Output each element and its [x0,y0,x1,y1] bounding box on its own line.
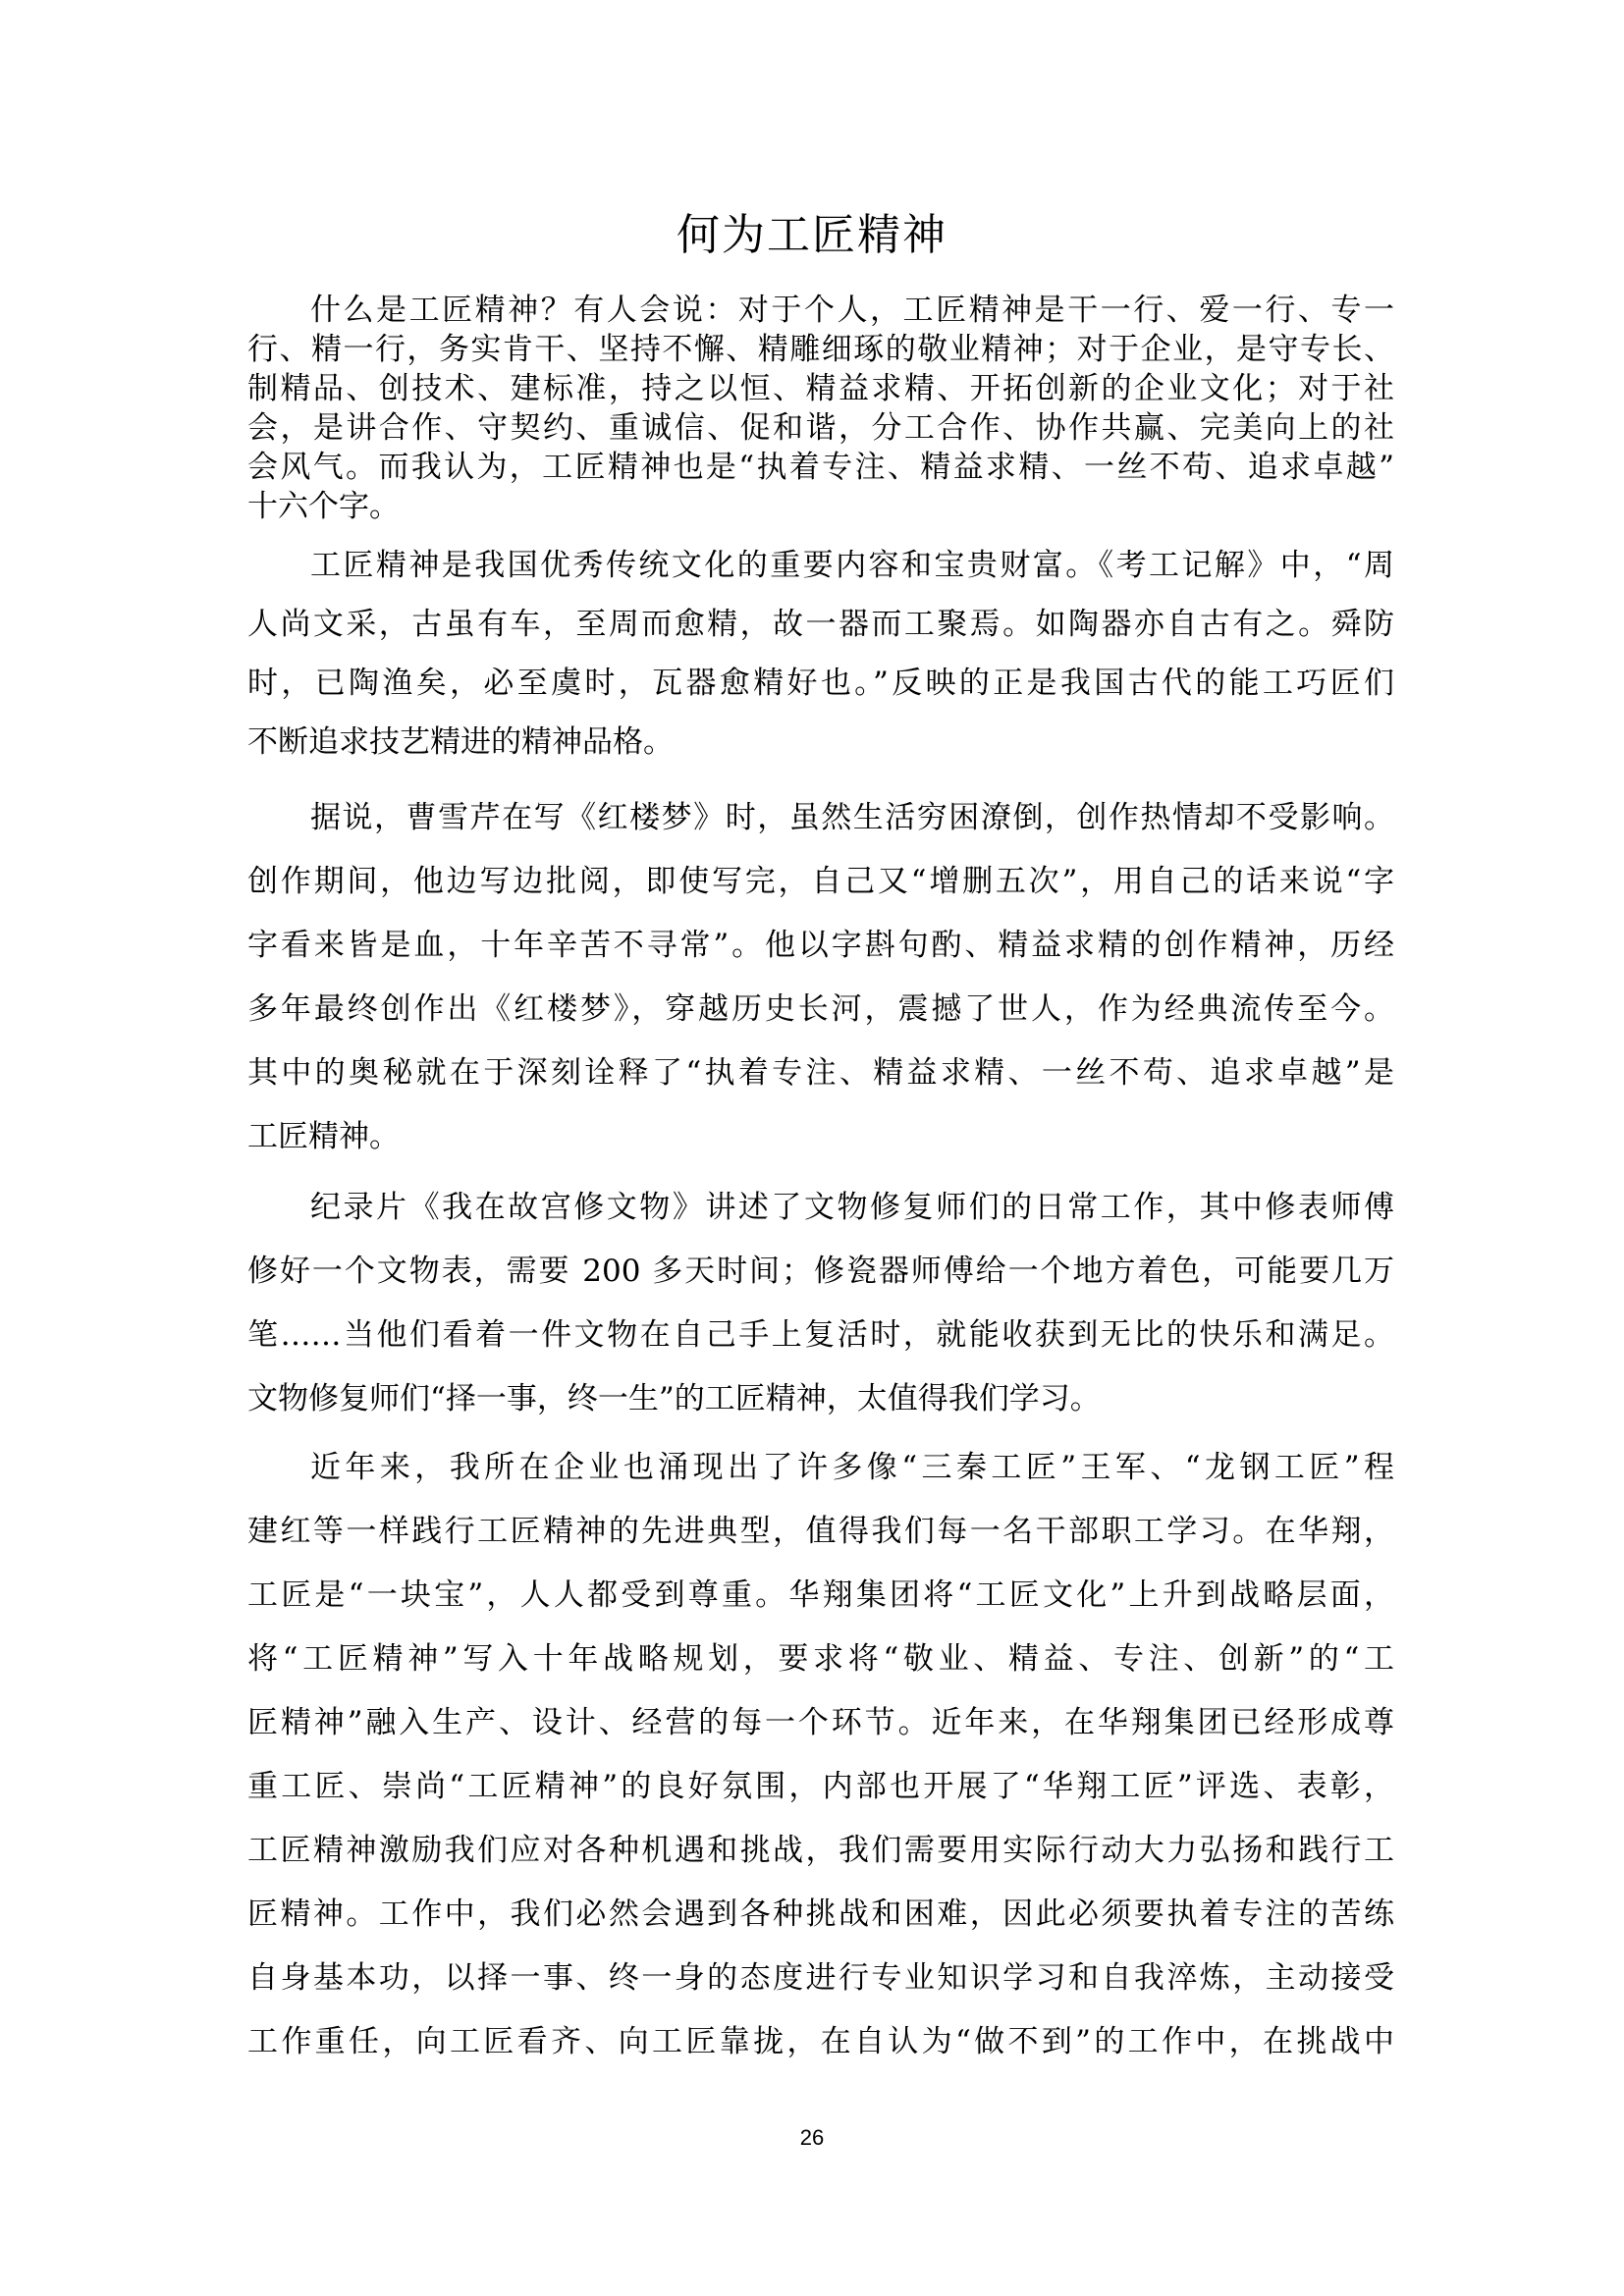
paragraph-line: 行、精一行，务实肯干、坚持不懈、精雕细琢的敬业精神；对于企业，是守专长、 [247,332,1394,367]
paragraph-line: 重工匠、崇尚“工匠精神”的良好氛围，内部也开展了“华翔工匠”评选、表彰， [247,1769,1394,1804]
paragraph-line: 工作重任，向工匠看齐、向工匠靠拢，在自认为“做不到”的工作中，在挑战中 [247,2024,1394,2059]
paragraph-line: 其中的奥秘就在于深刻诠释了“执着专注、精益求精、一丝不苟、追求卓越”是 [247,1055,1394,1091]
document-title: 何为工匠精神 [677,210,947,260]
paragraph-line: 匠精神。工作中，我们必然会遇到各种挑战和困难，因此必须要执着专注的苦练 [247,1896,1394,1932]
paragraph-line: 创作期间，他边写边批阅，即使写完，自己又“增删五次”，用自己的话来说“字 [247,864,1394,899]
paragraph-line: 工匠精神激励我们应对各种机遇和挑战，我们需要用实际行动大力弘扬和践行工 [247,1833,1394,1868]
paragraph-line: 文物修复师们“择一事，终一生”的工匠精神，太值得我们学习。 [247,1381,1101,1416]
paragraph-line: 会风气。而我认为，工匠精神也是“执着专注、精益求精、一丝不苟、追求卓越” [247,450,1394,485]
paragraph-line: 什么是工匠精神？有人会说：对于个人，工匠精神是干一行、爱一行、专一 [310,293,1394,328]
paragraph-line: 近年来，我所在企业也涌现出了许多像“三秦工匠”王军、“龙钢工匠”程 [310,1450,1394,1485]
paragraph-line: 不断追求技艺精进的精神品格。 [247,724,674,760]
paragraph-line: 纪录片《我在故宫修文物》讲述了文物修复师们的日常工作，其中修表师傅 [310,1190,1394,1225]
paragraph-line: 字看来皆是血，十年辛苦不寻常”。他以字斟句酌、精益求精的创作精神，历经 [247,928,1394,963]
paragraph-line: 笔……当他们看着一件文物在自己手上复活时，就能收获到无比的快乐和满足。 [247,1317,1394,1353]
paragraph-line: 会，是讲合作、守契约、重诚信、促和谐，分工合作、协作共赢、完美向上的社 [247,410,1394,446]
paragraph-line: 修好一个文物表，需要 200 多天时间；修瓷器师傅给一个地方着色，可能要几万 [247,1254,1394,1289]
paragraph-line: 时，已陶渔矣，必至虞时，瓦器愈精好也。”反映的正是我国古代的能工巧匠们 [247,666,1394,701]
paragraph-line: 工匠精神。 [247,1119,400,1154]
paragraph-line: 十六个字。 [247,489,400,524]
paragraph-line: 建红等一样践行工匠精神的先进典型，值得我们每一名干部职工学习。在华翔， [247,1514,1394,1549]
paragraph-line: 将“工匠精神”写入十年战略规划，要求将“敬业、精益、专注、创新”的“工 [247,1641,1394,1677]
paragraph-line: 工匠精神是我国优秀传统文化的重要内容和宝贵财富。《考工记解》中，“周 [310,548,1394,583]
paragraph-line: 自身基本功，以择一事、终一身的态度进行专业知识学习和自我淬炼，主动接受 [247,1960,1394,1996]
page-number: 26 [799,2125,825,2150]
paragraph-line: 工匠是“一块宝”，人人都受到尊重。华翔集团将“工匠文化”上升到战略层面， [247,1577,1394,1613]
paragraph-line: 多年最终创作出《红楼梦》，穿越历史长河，震撼了世人，作为经典流传至今。 [247,991,1394,1027]
paragraph-line: 制精品、创技术、建标准，持之以恒、精益求精、开拓创新的企业文化；对于社 [247,371,1394,406]
paragraph-line: 人尚文采，古虽有车，至周而愈精，故一器而工聚焉。如陶器亦自古有之。舜防 [247,607,1394,642]
paragraph-line: 据说，曹雪芹在写《红楼梦》时，虽然生活穷困潦倒，创作热情却不受影响。 [310,800,1394,835]
paragraph-line: 匠精神”融入生产、设计、经营的每一个环节。近年来，在华翔集团已经形成尊 [247,1705,1394,1740]
